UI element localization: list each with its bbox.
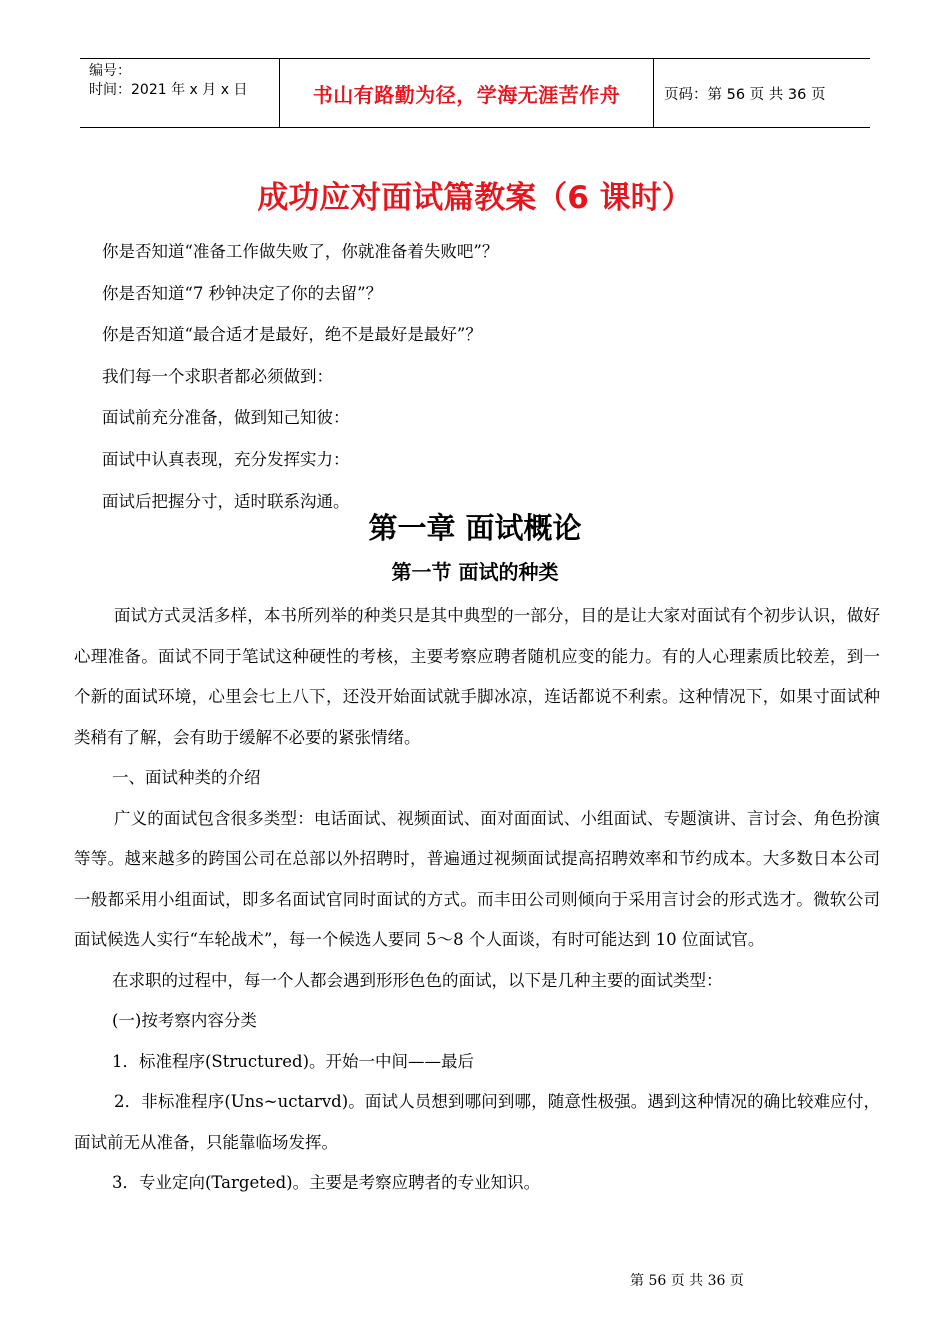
header-page-cell [654, 59, 870, 127]
intro-line: 面试后把握分寸，适时联系沟通。 [102, 491, 350, 511]
header-meta-cell [80, 59, 280, 127]
intro-line: 面试前充分准备，做到知己知彼： [102, 408, 350, 428]
intro-line: 面试中认真表现，充分发挥实力： [102, 449, 350, 469]
intro-line: 我们每一个求职者都必须做到： [102, 366, 333, 386]
page-footer: 第 56 页 共 36 页 [630, 1273, 744, 1289]
motto-text: 书山有路勤为径，学海无涯苦作舟 [312, 82, 621, 107]
paragraph: 广义的面试包含很多类型：电话面试、视频面试、面对面面试、小组面试、专题演讲、言讨会、角色扮演等等。越来越多的跨国公司在总部以外招聘时，普遍通过视频面试提高招聘效率和节约成本。大多数日本公司一般都采用小组面试，即多名面试官同时面试的方式。而丰田公司则倾向于采用言讨会的形式选才。微软公司面试候选人实行“车轮战术”，每一个候选人要同 5～8 个人面谈，有时可能达到 10 位面试官。 [74, 808, 880, 949]
intro-block [102, 240, 498, 531]
list-item: 3．专业定向(Targeted)。主要是考察应聘者的专业知识。 [112, 1173, 541, 1192]
subheading: 一、面试种类的介绍 [112, 768, 261, 787]
page-info: 页码：第 56 页 共 36 页 [664, 86, 826, 103]
intro-line: 你是否知道“准备工作做失败了，你就准备着失败吧”？ [102, 242, 499, 261]
number-label: 编号： [89, 63, 131, 79]
paragraph: 在求职的过程中，每一个人都会遇到形形色色的面试，以下是几种主要的面试类型： [112, 970, 723, 990]
intro-line: 你是否知道“最合适才是最好，绝不是最好是最好”？ [102, 325, 482, 345]
chapter-title: 第一章 面试概论 [368, 511, 582, 545]
body-text [74, 596, 880, 1204]
header-table [80, 58, 870, 128]
section-title: 第一节 面试的种类 [391, 560, 559, 584]
list-item: 2．非标准程序(Uns~uctarvd)。面试人员想到哪问到哪，随意性极强。遇到这种情况的确比较难应付，面试前无从准备，只能靠临场发挥。 [74, 1092, 880, 1152]
subheading: (一)按考察内容分类 [112, 1011, 257, 1030]
intro-line: 你是否知道“7 秒钟决定了你的去留”？ [102, 283, 383, 303]
document-title: 成功应对面试篇教案（6 课时） [257, 180, 693, 216]
header-motto-cell [280, 59, 654, 127]
time-label: 时间：2021 年 x 月 x 日 [89, 82, 248, 98]
list-item: 1．标准程序(Structured)。开始一中间——最后 [112, 1051, 475, 1071]
paragraph: 面试方式灵活多样，本书所列举的种类只是其中典型的一部分，目的是让大家对面试有个初步认识，做好心理准备。面试不同于笔试这种硬性的考核，主要考察应聘者随机应变的能力。有的人心理素质比较差，到一个新的面试环境，心里会七上八下，还没开始面试就手脚冰凉，连话都说不利索。这种情况下，如果寸面试种类稍有了解，会有助于缓解不必要的紧张情绪。 [74, 606, 880, 747]
